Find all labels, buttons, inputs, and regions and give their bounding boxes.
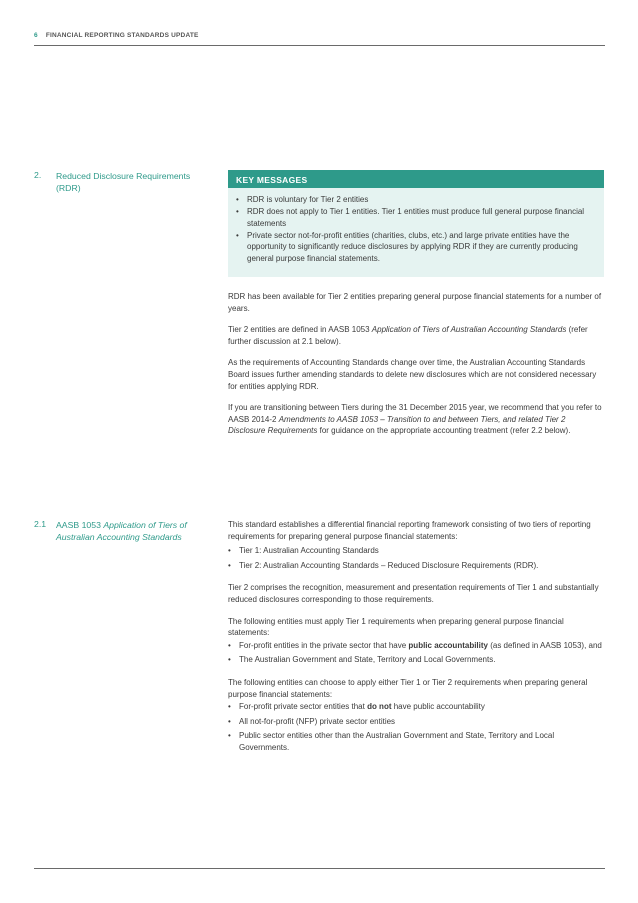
text-run: AASB 1053 [56, 520, 104, 530]
text-run: For-profit private sector entities that [239, 702, 368, 712]
text-run: For-profit entities in the private sector that have [239, 640, 409, 650]
section-2-1-number: 2.1 [34, 519, 47, 529]
paragraph: Tier 2 comprises the recognition, measurement and presentation requirements of Tier 1 and substantially reduced disclosures corresponding to those requirements. [228, 583, 599, 604]
text-run: (refer further discussion at 2.1 below). [228, 325, 588, 346]
paragraph [228, 402, 604, 437]
key-message-item: • RDR is voluntary for Tier 2 entities [236, 194, 594, 206]
paragraph: As the requirements of Accounting Standards change over time, the Australian Accounting Standards Board issues further amending standards to delete new disclosures which are not considered necessary for entities applying RDR. [228, 358, 597, 391]
list-item: • All not-for-profit (NFP) private sector entities [228, 716, 604, 728]
section-2-title: Reduced Disclosure Requirements (RDR) [56, 171, 191, 193]
key-messages-heading: KEY MESSAGES [228, 170, 604, 188]
emphasis: do not [367, 702, 392, 712]
list-item: • Tier 2: Australian Accounting Standards – Reduced Disclosure Requirements (RDR). [228, 560, 604, 572]
top-divider [34, 45, 605, 46]
section-2-1-body [228, 519, 604, 757]
paragraph: This standard establishes a differential financial reporting framework consisting of two tiers of reporting requirements for preparing general purpose financial statements: [228, 520, 591, 541]
paragraph: The following entities can choose to apply either Tier 1 or Tier 2 requirements when preparing general purpose financial statements: [228, 677, 588, 699]
paragraph: RDR has been available for Tier 2 entities preparing general purpose financial statements for a number of years. [228, 292, 602, 313]
section-2-1-title [56, 519, 206, 543]
page-header [34, 32, 199, 39]
list-item [228, 701, 604, 713]
list-item: • Tier 1: Australian Accounting Standards [228, 545, 604, 557]
text-run: (as defined in AASB 1053), and [488, 640, 602, 650]
list-item [228, 640, 604, 652]
key-message-item: • Private sector not-for-profit entities (charities, clubs, etc.) and large private entities have the opportunity to significantly reduce disclosures by applying RDR if they are currently producing general purpose financial statements. [236, 230, 594, 265]
list-item: • The Australian Government and State, Territory and Local Governments. [228, 654, 604, 666]
text-run: Tier 2 entities are defined in AASB 1053 [228, 325, 372, 335]
paragraph: The following entities must apply Tier 1 requirements when preparing general purpose financial statements: [228, 616, 564, 638]
tiers-list [228, 545, 604, 571]
text-run: have public accountability [391, 702, 485, 712]
emphasis: public accountability [408, 640, 488, 650]
paragraph [228, 324, 604, 347]
standard-title: Application of Tiers of Australian Accounting Standards [56, 520, 187, 542]
header-title: FINANCIAL REPORTING STANDARDS UPDATE [45, 32, 199, 39]
bottom-divider [34, 868, 605, 869]
tier1-entities-list [228, 640, 604, 666]
standard-title: Application of Tiers of Australian Accounting Standards [371, 325, 567, 335]
section-2-number: 2. [34, 170, 42, 180]
text-run: If you are transitioning between Tiers during the 31 December 2015 year, we recommend that you refer to AASB 2014-2 [228, 403, 602, 424]
page-number: 6 [34, 32, 38, 39]
text-run: for guidance on the appropriate accounting treatment (refer 2.2 below). [317, 426, 571, 436]
key-message-item: • RDR does not apply to Tier 1 entities. Tier 1 entities must produce full general purpose financial statements [236, 206, 594, 229]
tier-choice-entities-list [228, 701, 604, 753]
key-messages-list [228, 194, 604, 265]
list-item: • Public sector entities other than the Australian Government and State, Territory and Local Governments. [228, 730, 604, 753]
section-2-body [228, 291, 604, 447]
key-messages-box [228, 170, 604, 277]
standard-title: Amendments to AASB 1053 – Transition to and between Tiers, and related Tier 2 Disclosure Requirements [228, 414, 566, 436]
